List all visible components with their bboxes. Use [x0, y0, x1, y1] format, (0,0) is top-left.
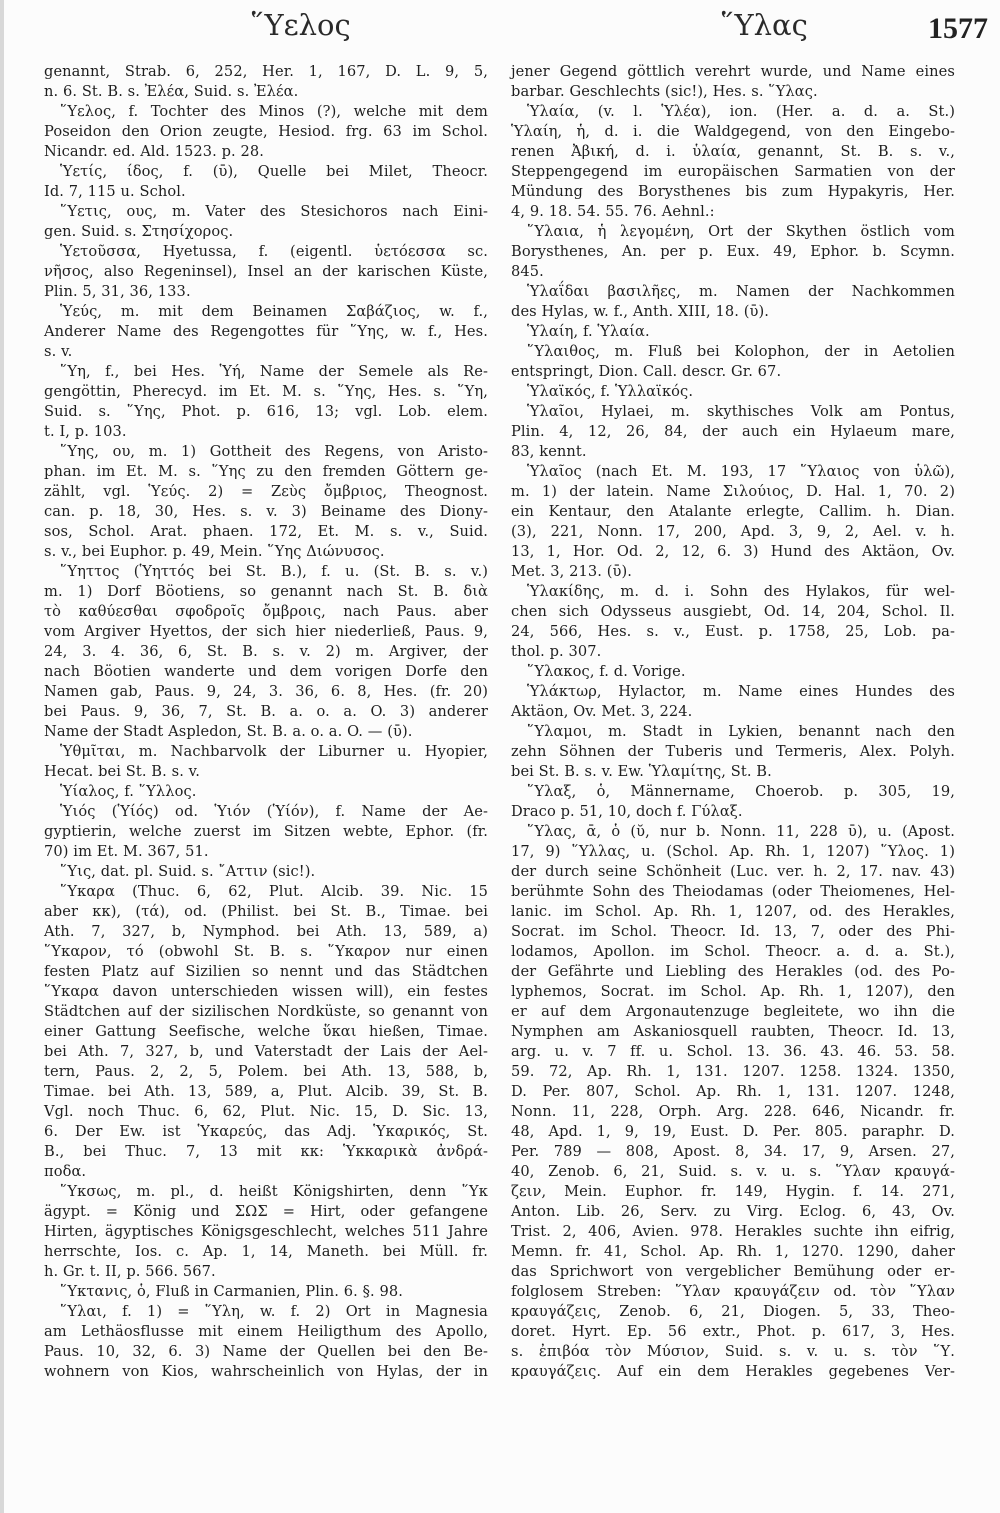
text-line: Ath. 7, 327, b, Nymphod. bei Ath. 13, 589, a) — [44, 923, 488, 940]
page-number: 1577 — [928, 12, 988, 45]
entry-start-line: ῞Υλαι, f. 1) = ῞Υλη, w. f. 2) Ort in Magnesia — [60, 1303, 488, 1320]
entry-start-line: ῞Υλαιθος, m. Fluß bei Kolophon, der in Aetolien — [527, 343, 955, 360]
text-line: t. I, p. 103. — [44, 423, 127, 440]
text-line: Name der Stadt Aspledon, St. B. a. o. a. O. — (ῡ). — [44, 723, 413, 740]
text-line: m. 1) Dorf Böotiens, so genannt nach St. B. διὰ — [44, 583, 488, 600]
text-line: doret. Hyrt. Ep. 56 extr., Phot. p. 617, 3, Hes. — [511, 1323, 955, 1340]
text-line: bei Paus. 9, 36, 7, St. B. a. o. a. O. 3) anderer — [44, 703, 488, 720]
text-line: am Lethäosflusse mit einem Heiligthum des Apollo, — [44, 1323, 488, 1340]
entry-start-line: ῞Υης, ου, m. 1) Gottheit des Regens, von Aristo- — [60, 443, 488, 460]
entry-start-line: ῞Υετις, ους, m. Vater des Stesichoros nach Eini- — [60, 203, 488, 220]
text-line: der durch seine Schönheit (Luc. ver. h. 2, 17. nav. 43) — [511, 863, 955, 880]
text-line: Ὑλαίη, ἡ, d. i. die Waldgegend, von den Eingebo- — [511, 123, 955, 140]
text-line: ποδα. — [44, 1163, 87, 1180]
text-line: folglosem Streben: ῞Υλαν κραυγάζειν od. τὸν ῞Υλαν — [511, 1283, 955, 1300]
page-edge — [0, 0, 4, 1513]
text-line: Timae. bei Ath. 13, 589, a, Plut. Alcib. 39, St. B. — [44, 1083, 488, 1100]
text-line: 70) im Et. M. 367, 51. — [44, 843, 209, 860]
text-line: D. Per. 807, Schol. Ap. Rh. 1, 131. 1207. 1248, — [511, 1083, 955, 1100]
text-line: 4, 9. 18. 54. 55. 76. Aehnl.: — [511, 203, 715, 220]
text-line: der Gefährte und Liebling des Herakles (od. des Po- — [511, 963, 955, 980]
text-line: gengöttin, Pherecyd. im Et. M. s. ῞Υης, Hes. s. ῞Υη, — [44, 383, 488, 400]
text-line: Steppengegend im europäischen Sarmatien von der — [511, 163, 955, 180]
text-line: ζειν, Mein. Euphor. fr. 149, Hygin. f. 14. 271, — [511, 1183, 955, 1200]
entry-start-line: Ὑλαῖος (nach Et. M. 193, 17 ῞Υλαιος von ὑλῶ), — [527, 463, 955, 480]
text-line: das Sprichwort von vergeblicher Bemühung oder er- — [511, 1263, 955, 1280]
text-line: lanic. im Schol. Ap. Rh. 1, 1207, od. des Herakles, — [511, 903, 955, 920]
text-line: aber κκ), (τά), od. (Philist. bei St. B., Timae. bei — [44, 903, 488, 920]
text-line: arg. u. v. 7 ff. u. Schol. 13. 36. 43. 46. 53. 58. — [511, 1043, 955, 1060]
text-line: 48, Apd. 1, 9, 19, Eust. D. Per. 805. paraphr. D. — [511, 1123, 955, 1140]
entry-start-line: ῞Υελος, f. Tochter des Minos (?), welche mit dem — [60, 103, 488, 120]
text-line: Plin. 5, 31, 36, 133. — [44, 283, 191, 300]
text-line: sos, Schol. Arat. phaen. 172, Et. M. s. v., Suid. — [44, 523, 488, 540]
text-line: vom Argiver Hyettos, der sich hier niederließ, Paus. 9, — [44, 623, 488, 640]
text-line: (3), 221, Nonn. 17, 200, Apd. 3, 9, 2, Ael. v. h. — [511, 523, 955, 540]
text-line: Anderer Name des Regengottes für ῞Υης, w. f., Hes. — [44, 323, 488, 340]
entry-start-line: Ὑετίς, ίδος, f. (ῡ), Quelle bei Milet, Theocr. — [60, 163, 488, 180]
text-line: Trist. 2, 406, Avien. 978. Herakles suchte ihn eifrig, — [511, 1223, 955, 1240]
text-line: berühmte Sohn des Theiodamas (oder Theiomenes, Hel- — [511, 883, 955, 900]
text-line: Städtchen auf der sizilischen Nordküste, so genannt von — [44, 1003, 488, 1020]
text-line: Hecat. bei St. B. s. v. — [44, 763, 201, 780]
entry-start-line: Ὑλάκτωρ, Hylactor, m. Name eines Hundes des — [527, 683, 955, 700]
text-line: 17, 9) ῞Υλλας, u. (Schol. Ap. Rh. 1, 1207) ῞Υλος. 1) — [511, 843, 955, 860]
text-line: entspringt, Dion. Call. descr. Gr. 67. — [511, 363, 782, 380]
entry-start-line: Ὑλαῖοι, Hylaei, m. skythisches Volk am Pontus, — [527, 403, 955, 420]
text-line: ein Kentaur, den Atalante erlegte, Callim. h. Dian. — [511, 503, 955, 520]
text-line: zählt, vgl. Ὑεύς. 2) = Ζεὺς ὄμβριος, Theognost. — [44, 483, 488, 500]
entry-start-line: Ὑλαΐδαι βασιλῆες, m. Namen der Nachkommen — [527, 283, 955, 300]
entry-start-line: Ὑίαλος, f. ῞Υλλος. — [60, 783, 197, 800]
text-line: νῆσος, also Regeninsel), Insel an der karischen Küste, — [44, 263, 488, 280]
text-line: chen sich Odysseus ausgiebt, Od. 14, 204, Schol. Il. — [511, 603, 955, 620]
text-line: genannt, Strab. 6, 252, Her. 1, 167, D. L. 9, 5, — [44, 63, 488, 80]
text-line: 13, 1, Hor. Od. 2, 12, 6. 3) Hund des Aktäon, Ov. — [511, 543, 955, 560]
text-line: 6. Der Ew. ist Ὑκαρεύς, das Adj. Ὑκαρικός, St. — [44, 1123, 488, 1140]
entry-start-line: ῞Υλαξ, ὁ, Männername, Choerob. p. 305, 19, — [527, 783, 955, 800]
entry-start-line: Ὑλακίδης, m. d. i. Sohn des Hylakos, für wel- — [527, 583, 955, 600]
entry-start-line: ῞Υκσως, m. pl., d. heißt Königshirten, denn ῞Υκ — [60, 1183, 488, 1200]
entry-start-line: Ὑεύς, m. mit dem Beinamen Σαβάζιος, w. f., — [60, 303, 488, 320]
entry-start-line: ῞Υις, dat. pl. Suid. s. ῎Αττιν (sic!). — [60, 863, 316, 880]
entry-start-line: Ὑλαία, (v. l. Ὑλέα), ion. (Her. a. d. a. St.) — [527, 103, 955, 120]
text-line: phan. im Et. M. s. ῞Υης zu den fremden Göttern ge- — [44, 463, 488, 480]
text-line: Met. 3, 213. (ῡ). — [511, 563, 633, 580]
text-line: τὸ καθύεσθαι σφοδροῖς ὄμβροις, nach Paus. aber — [44, 603, 488, 620]
text-line: Nonn. 11, 228, Orph. Arg. 228. 646, Nicandr. fr. — [511, 1103, 955, 1120]
text-line: nach Böotien wanderte und dem vorigen Dorfe den — [44, 663, 488, 680]
text-line: can. p. 18, 30, Hes. s. v. 3) Beiname des Diony- — [44, 503, 488, 520]
text-line: Borysthenes, An. per p. Eux. 49, Ephor. b. Scymn. — [511, 243, 955, 260]
text-line: ῞Υκαρα davon unterschieden wissen will), ein festes — [44, 983, 488, 1000]
text-line: ägypt. = König und ΣΩΣ = Hirt, oder gefangene — [44, 1203, 488, 1220]
text-line: 24, 566, Hes. s. v., Eust. p. 1758, 25, Lob. pa- — [511, 623, 955, 640]
entry-start-line: ῞Υλακος, f. d. Vorige. — [527, 663, 686, 680]
text-line: s. v. — [44, 343, 73, 360]
entry-start-line: ῞Υλαμοι, m. Stadt in Lykien, benannt nach den — [527, 723, 955, 740]
running-head-right: ῞Υλας — [720, 8, 808, 42]
text-line: s. v., bei Euphor. p. 49, Mein. ῞Υης Διώνυσος. — [44, 543, 385, 560]
text-line: Vgl. noch Thuc. 6, 62, Plut. Nic. 15, D. Sic. 13, — [44, 1103, 488, 1120]
text-line: 83, kennt. — [511, 443, 587, 460]
text-line: er auf dem Argonautenzuge begleitete, wo ihn die — [511, 1003, 955, 1020]
text-line: zehn Söhnen der Tuberis und Termeris, Alex. Polyh. — [511, 743, 955, 760]
text-line: κραυγάζεις, Zenob. 6, 21, Diogen. 5, 33, Theo- — [511, 1303, 955, 1320]
text-line: 845. — [511, 263, 544, 280]
text-line: 24, 3. 4. 36, 6, St. B. s. v. 2) m. Argiver, der — [44, 643, 488, 660]
text-line: Draco p. 51, 10, doch f. Γύλαξ. — [511, 803, 743, 820]
text-line: B., bei Thuc. 7, 13 mit κκ: Ὑκκαρικὰ ἀνδρά- — [44, 1143, 488, 1160]
text-line: lyphemos, Socrat. im Schol. Ap. Rh. 1, 1207), den — [511, 983, 955, 1000]
text-line: herrschte, Ios. c. Ap. 1, 14, Maneth. bei Müll. fr. — [44, 1243, 488, 1260]
text-line: ῞Υκαρον, τό (obwohl St. B. s. ῞Υκαρον nur einen — [44, 943, 488, 960]
text-line: lodamos, Apollon. im Schol. Theocr. a. d. a. St.), — [511, 943, 955, 960]
text-line: bei Ath. 7, 327, b, und Vaterstadt der Lais der Ael- — [44, 1043, 488, 1060]
text-line: Per. 789 — 808, Apost. 8, 34. 17, 9, Arsen. 27, — [511, 1143, 955, 1160]
text-line: h. Gr. t. II, p. 566. 567. — [44, 1263, 216, 1280]
text-line: des Hylas, w. f., Anth. XIII, 18. (ῡ). — [511, 303, 770, 320]
text-line: Plin. 4, 12, 26, 84, der auch ein Hylaeum mare, — [511, 423, 955, 440]
text-line: Poseidon den Orion zeugte, Hesiod. frg. 63 im Schol. — [44, 123, 488, 140]
text-line: renen Ἀβική, d. i. ὑλαία, genannt, St. B. s. v., — [511, 143, 955, 160]
text-line: Namen gab, Paus. 9, 24, 3. 36, 6. 8, Hes. (fr. 20) — [44, 683, 488, 700]
running-head-left: ῞Υελος — [250, 8, 351, 42]
text-line: jener Gegend göttlich verehrt wurde, und Name eines — [511, 63, 955, 80]
right-column — [511, 62, 955, 1382]
entry-start-line: ῞Υκτανις, ὁ, Fluß in Carmanien, Plin. 6. §. 98. — [60, 1283, 404, 1300]
text-line: festen Platz auf Sizilien so nennt und das Städtchen — [44, 963, 488, 980]
text-line: tern, Paus. 2, 2, 5, Polem. bei Ath. 13, 588, b, — [44, 1063, 488, 1080]
text-line: κραυγάζεις. Auf ein dem Herakles gegebenes Ver- — [511, 1363, 955, 1380]
entry-start-line: ῞Υκαρα (Thuc. 6, 62, Plut. Alcib. 39. Nic. 15 — [60, 883, 488, 900]
text-line: Suid. s. ῞Υης, Phot. p. 616, 13; vgl. Lob. elem. — [44, 403, 488, 420]
text-line: Paus. 10, 32, 6. 3) Name der Quellen bei den Be- — [44, 1343, 488, 1360]
entry-start-line: Ὑλαϊκός, f. Ὑλλαϊκός. — [527, 383, 694, 400]
text-line: Anton. Lib. 26, Serv. zu Virg. Eclog. 6, 43, Ov. — [511, 1203, 955, 1220]
text-line: n. 6. St. B. s. Ἐλέα, Suid. s. Ἐλέα. — [44, 83, 299, 100]
text-line: 40, Zenob. 6, 21, Suid. s. v. u. s. ῞Υλαν κραυγά- — [511, 1163, 955, 1180]
text-line: Mündung des Borysthenes bis zum Hypakyris, Her. — [511, 183, 955, 200]
entry-start-line: ῞Υλαια, ἡ λεγομένη, Ort der Skythen östlich vom — [527, 223, 955, 240]
text-line: gen. Suid. s. Στησίχορος. — [44, 223, 234, 240]
entry-start-line: Ὑθμῖται, m. Nachbarvolk der Liburner u. Hyopier, — [60, 743, 488, 760]
text-line: Aktäon, Ov. Met. 3, 224. — [511, 703, 693, 720]
entry-start-line: Ὑιός (Ὑίός) od. Ὑιόν (Ὑίόν), f. Name der Ae- — [60, 803, 488, 820]
left-column — [44, 62, 488, 1382]
text-line: barbar. Geschlechts (sic!), Hes. s. ῞Υλας. — [511, 83, 818, 100]
text-line: m. 1) der latein. Name Σιλούιος, D. Hal. 1, 70. 2) — [511, 483, 955, 500]
text-line: wohnern von Kios, wahrscheinlich von Hylas, der in — [44, 1363, 488, 1380]
text-line: thol. p. 307. — [511, 643, 602, 660]
text-line: Nymphen am Askaniosquell raubten, Theocr. Id. 13, — [511, 1023, 955, 1040]
text-line: Id. 7, 115 u. Schol. — [44, 183, 186, 200]
text-line: einer Gattung Seefische, welche ὕκαι hießen, Timae. — [44, 1023, 488, 1040]
text-line: bei St. B. s. v. Ew. Ὑλαμίτης, St. B. — [511, 763, 772, 780]
text-line: s. ἐπιβόα τὸν Μύσιον, Suid. s. v. u. s. τὸν ῞Υ. — [511, 1343, 955, 1360]
text-line: gyptierin, welche zuerst im Sitzen webte, Ephor. (fr. — [44, 823, 488, 840]
entry-start-line: ῞Υη, f., bei Hes. Ὑή, Name der Semele als Re- — [60, 363, 488, 380]
text-line: Memn. fr. 41, Schol. Ap. Rh. 1, 1270. 1290, daher — [511, 1243, 955, 1260]
text-line: Hirten, ägyptisches Königsgeschlecht, welches 511 Jahre — [44, 1223, 488, 1240]
entry-start-line: ῞Υηττος (Ὑηττός bei St. B.), f. u. (St. B. s. v.) — [60, 563, 488, 580]
text-line: Nicandr. ed. Ald. 1523. p. 28. — [44, 143, 265, 160]
entry-start-line: Ὑετοῦσσα, Hyetussa, f. (eigentl. ὑετόεσσα sc. — [60, 243, 488, 260]
entry-start-line: Ὑλαίη, f. Ὑλαία. — [527, 323, 650, 340]
text-line: 59. 72, Ap. Rh. 1, 131. 1207. 1258. 1324. 1350, — [511, 1063, 955, 1080]
text-line: Socrat. im Schol. Theocr. Id. 13, 7, oder des Phi- — [511, 923, 955, 940]
entry-start-line: ῞Υλας, ᾱ, ὁ (ῠ, nur b. Nonn. 11, 228 ῡ), u. (Apost. — [527, 823, 955, 840]
